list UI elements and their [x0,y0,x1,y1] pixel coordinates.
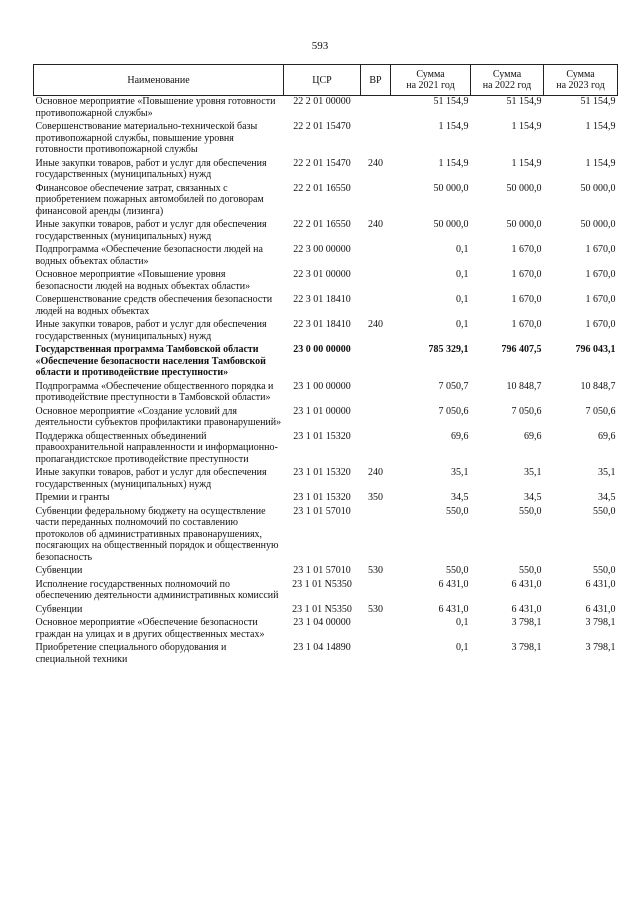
table-row [34,121,618,158]
row-csr: 23 1 01 57010 [293,565,351,576]
header-sum-label: Сумма [566,69,595,80]
row-sum-2021: 7 050,6 [438,405,469,417]
table-row [34,431,618,468]
row-name: Субвенции [35,603,83,615]
row-sum-2021: 0,1 [456,294,469,305]
row-name: Совершенствование средств обеспечения безопасности людей на водных объектах [35,294,273,317]
row-vr: 350 [368,492,383,503]
table-body [34,96,618,668]
row-sum-2022: 51 154,9 [506,96,542,107]
row-vr [361,406,391,431]
row-vr [361,183,391,220]
table-header [34,65,618,96]
row-sum-2023: 3 798,1 [585,642,616,653]
row-vr [361,381,391,406]
row-sum-2022: 1 154,9 [511,121,542,132]
row-csr: 22 2 01 00000 [293,96,351,107]
table-row [34,344,618,381]
row-name: Поддержка общественных объединений правоохранительной направленности и информационно-пропагандистское противодействие преступности [35,430,278,465]
row-sum-2022: 6 431,0 [511,603,542,615]
row-sum-2022: 10 848,7 [506,380,542,392]
row-sum-2023: 35,1 [598,467,616,478]
row-sum-2021: 0,1 [456,269,469,280]
row-sum-2022: 550,0 [519,565,542,576]
row-csr: 23 1 01 00000 [293,405,351,417]
row-csr: 22 3 01 00000 [293,269,351,280]
row-sum-2021: 51 154,9 [433,96,469,107]
header-sum-label: Сумма [416,69,445,80]
row-vr [361,506,391,566]
row-sum-2022: 1 670,0 [511,294,542,305]
row-name: Совершенствование материально-технической базы противопожарной службы, повышение уровня готовности противопожарной службы [35,121,258,155]
table-row [34,294,618,319]
row-vr [361,269,391,294]
table-row [34,158,618,183]
row-sum-2023: 50 000,0 [580,182,616,194]
budget-table [33,64,618,667]
row-sum-2022: 7 050,6 [511,405,542,417]
row-vr [361,642,391,667]
row-sum-2021: 1 154,9 [438,157,469,169]
row-name: Субвенции [35,565,83,576]
row-vr: 240 [368,219,383,230]
row-csr: 23 1 01 N5350 [292,603,352,615]
row-sum-2021: 50 000,0 [433,219,469,230]
row-vr [361,121,391,158]
header-name: Наименование [34,65,284,96]
row-sum-2022: 50 000,0 [506,182,542,194]
row-csr: 23 1 01 15320 [293,467,351,478]
table-row [34,96,618,122]
row-sum-2023: 6 431,0 [585,578,616,590]
row-vr: 530 [368,603,383,615]
row-sum-2023: 1 154,9 [585,157,616,169]
row-name: Премии и гранты [35,492,110,503]
row-sum-2022: 34,5 [524,492,542,503]
row-sum-2021: 550,0 [446,565,469,576]
row-name: Иные закупки товаров, работ и услуг для обеспечения государственных (муниципальных) нужд [35,467,267,490]
table-row [34,269,618,294]
row-csr: 22 2 01 16550 [293,219,351,230]
row-name: Иные закупки товаров, работ и услуг для обеспечения государственных (муниципальных) нужд [35,157,267,180]
row-name: Основное мероприятие «Повышение уровня готовности противопожарной службы» [35,96,276,119]
page-number: 593 [311,40,329,52]
table-row [34,381,618,406]
header-year-2021: на 2021 год [406,80,455,91]
table-row [34,642,618,667]
row-csr: 22 3 01 18410 [293,294,351,305]
table-row [34,604,618,618]
row-sum-2021: 35,1 [451,467,469,478]
row-name: Иные закупки товаров, работ и услуг для обеспечения государственных (муниципальных) нужд [35,319,267,342]
row-sum-2021: 1 154,9 [438,121,469,132]
row-sum-2021: 0,1 [456,319,469,330]
row-sum-2023: 1 670,0 [585,244,616,255]
row-vr: 240 [368,319,383,330]
header-vr: ВР [361,65,391,96]
row-csr: 23 1 01 15320 [293,492,351,503]
row-sum-2023: 69,6 [598,430,616,442]
table-row [34,219,618,244]
row-csr: 22 2 01 15470 [293,157,351,169]
row-csr: 23 1 01 N5350 [292,578,352,590]
row-sum-2023: 3 798,1 [585,617,616,628]
row-sum-2021: 0,1 [456,642,469,653]
row-sum-2022: 1 670,0 [511,319,542,330]
row-vr [361,431,391,468]
table-row [34,506,618,566]
row-sum-2022: 1 670,0 [511,244,542,255]
row-csr: 23 1 00 00000 [293,380,351,392]
row-sum-2022: 35,1 [524,467,542,478]
row-vr [361,344,391,381]
row-name: Подпрограмма «Обеспечение общественного порядка и противодействие преступности в Тамбовской области» [35,380,274,403]
row-name: Основное мероприятие «Обеспечение безопасности граждан на улицах и в других общественных местах» [35,617,265,640]
row-csr: 22 3 00 00000 [293,244,351,255]
row-sum-2023: 34,5 [598,492,616,503]
row-sum-2023: 1 670,0 [585,319,616,330]
row-vr [361,244,391,269]
row-sum-2021: 69,6 [451,430,469,442]
row-name: Иные закупки товаров, работ и услуг для обеспечения государственных (муниципальных) нужд [35,219,267,242]
table-row [34,244,618,269]
row-sum-2021: 0,1 [456,244,469,255]
row-sum-2021: 34,5 [451,492,469,503]
row-vr: 240 [368,467,383,478]
row-sum-2021: 550,0 [446,505,469,517]
row-sum-2023: 50 000,0 [580,219,616,230]
row-vr: 530 [368,565,383,576]
row-sum-2022: 3 798,1 [511,617,542,628]
row-sum-2022: 6 431,0 [511,578,542,590]
row-vr [361,294,391,319]
row-csr: 22 2 01 16550 [293,182,351,194]
row-csr: 22 2 01 15470 [293,121,351,132]
row-csr: 23 1 04 00000 [293,617,351,628]
row-sum-2021: 6 431,0 [438,603,469,615]
row-sum-2022: 796 407,5 [501,344,542,355]
header-sum-2021 [391,65,471,96]
header-sum-2022 [471,65,544,96]
table-row [34,406,618,431]
row-csr: 23 0 00 00000 [293,344,351,355]
header-csr: ЦСР [284,65,361,96]
row-sum-2022: 550,0 [519,505,542,517]
row-sum-2023: 1 670,0 [585,294,616,305]
row-name: Основное мероприятие «Повышение уровня безопасности людей на водных объектах области» [35,269,251,292]
table-row [34,565,618,579]
row-vr [361,96,391,122]
row-sum-2023: 550,0 [593,505,616,517]
row-sum-2023: 1 670,0 [585,269,616,280]
row-sum-2021: 0,1 [456,617,469,628]
row-sum-2023: 10 848,7 [580,380,616,392]
row-name: Основное мероприятие «Создание условий для деятельности субъектов профилактики правонарушений» [35,405,282,428]
header-sum-2023 [544,65,618,96]
row-sum-2021: 7 050,7 [438,380,469,392]
table-row [34,492,618,506]
row-sum-2022: 1 154,9 [511,157,542,169]
row-sum-2023: 796 043,1 [575,344,616,355]
row-vr [361,579,391,604]
row-sum-2021: 50 000,0 [433,182,469,194]
row-sum-2023: 51 154,9 [580,96,616,107]
header-year-2022: на 2022 год [482,80,532,91]
row-sum-2022: 1 670,0 [511,269,542,280]
row-sum-2023: 6 431,0 [585,603,616,615]
row-csr: 23 1 04 14890 [293,642,351,653]
row-name: Приобретение специального оборудования и специальной техники [35,642,227,665]
header-sum-label: Сумма [492,69,522,80]
table-row [34,319,618,344]
row-vr: 240 [368,157,383,169]
row-vr [361,617,391,642]
row-sum-2021: 785 329,1 [428,344,469,355]
row-name: Субвенции федеральному бюджету на осуществление части переданных полномочий по составлению протоколов об административных правонарушениях, посягающих на общественный порядок и общественную безопасность [35,505,279,563]
row-csr: 22 3 01 18410 [293,319,351,330]
table-row [34,617,618,642]
row-sum-2023: 550,0 [593,565,616,576]
row-name: Государственная программа Тамбовской области «Обеспечение безопасности населения Тамбовской области и противодействие преступности» [35,344,266,378]
row-csr: 23 1 01 57010 [293,505,351,517]
row-name: Финансовое обеспечение затрат, связанных с приобретением пожарных автомобилей по договорам финансовой аренды (лизинга) [35,182,264,217]
row-sum-2021: 6 431,0 [438,578,469,590]
table-row [34,183,618,220]
row-name: Подпрограмма «Обеспечение безопасности людей на водных объектах области» [35,244,263,267]
table-row [34,467,618,492]
row-sum-2022: 69,6 [524,430,542,442]
header-year-2023: на 2023 год [556,80,605,91]
row-sum-2023: 7 050,6 [585,405,616,417]
table-row [34,579,618,604]
row-sum-2022: 50 000,0 [506,219,542,230]
row-sum-2022: 3 798,1 [511,642,542,653]
row-name: Исполнение государственных полномочий по обеспечению деятельности административных комиссий [35,578,279,601]
row-csr: 23 1 01 15320 [293,430,351,442]
row-sum-2023: 1 154,9 [585,121,616,132]
